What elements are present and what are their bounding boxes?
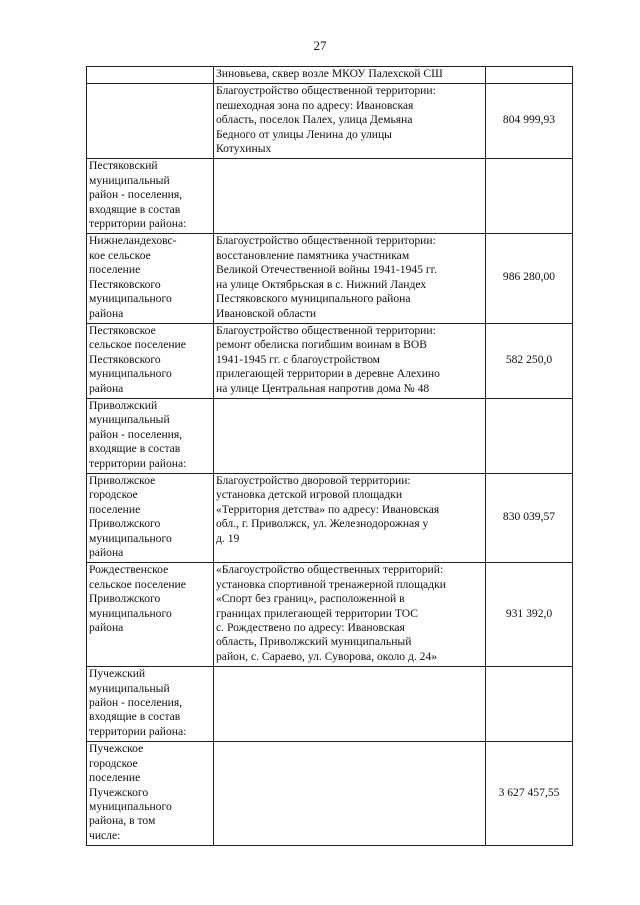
amount-value: 3 627 457,55 [498, 785, 560, 799]
project-description-line: границах прилегающей территории ТОС [216, 606, 419, 620]
project-description-line: «Спорт без границ», расположенной в [216, 592, 405, 606]
project-description-cell [214, 742, 486, 846]
project-description-line: Великой Отечественной войны 1941-1945 гг. [216, 263, 437, 277]
settlement-name-line: Пучежское [89, 742, 144, 756]
project-description-line: Благоустройство общественной территории: [216, 234, 436, 248]
amount-value: 830 039,57 [502, 509, 556, 523]
settlement-name-line: Приволжского [89, 592, 161, 606]
settlement-name-line: Приволжское [89, 473, 156, 487]
settlement-name-line: поселение [89, 502, 141, 516]
settlement-name-line: муниципального [89, 531, 172, 545]
settlement-name-cell [87, 473, 214, 562]
settlement-name-line: территории района: [89, 217, 187, 231]
project-description-line: 1941-1945 гг. с благоустройством [216, 352, 381, 366]
settlement-name-line: поселение [89, 263, 141, 277]
settlement-name-line: числе: [89, 828, 121, 842]
project-description-line: Ивановской области [216, 306, 317, 320]
table-row [87, 323, 573, 398]
table-row [87, 159, 573, 234]
table-row [87, 667, 573, 742]
project-description-line: Зиновьева, сквер возле МКОУ Палехской СШ [216, 67, 443, 80]
settlement-name-cell [87, 563, 214, 667]
project-description-line: Благоустройство общественной территории: [216, 323, 436, 337]
settlement-name-cell [87, 234, 214, 323]
settlement-name-cell [87, 667, 214, 742]
settlement-name-line: входящие в состав [89, 442, 181, 456]
funding-table [86, 66, 573, 846]
funding-table-body [87, 67, 573, 846]
project-description-cell [214, 234, 486, 323]
settlement-name-line: Приволжский [89, 398, 158, 412]
project-description-line: установка спортивной тренажерной площадки [216, 577, 446, 591]
settlement-name-line: территории района: [89, 456, 187, 470]
project-description-line: с. Рождествено по адресу: Ивановская [216, 621, 405, 635]
settlement-name-line: поселение [89, 771, 141, 785]
project-description-line: ремонт обелиска погибшим воинам в ВОВ [216, 338, 427, 352]
table-row [87, 398, 573, 473]
settlement-name-line: Пестяковского [89, 277, 161, 291]
settlement-name-line: Нижнеландеховс- [89, 234, 177, 248]
project-description-line: пешеходная зона по адресу: Ивановская [216, 98, 414, 112]
settlement-name-line: Приволжского [89, 517, 161, 531]
settlement-name-line: Пестяковское [89, 323, 156, 337]
settlement-name-line: Пестяковский [89, 159, 158, 173]
settlement-name-line: района [89, 621, 124, 635]
settlement-name-line: района [89, 306, 124, 320]
project-description-line: «Территория детства» по адресу: Ивановская [216, 502, 440, 516]
project-description-cell [214, 473, 486, 562]
settlement-name-line: района [89, 546, 124, 559]
amount-value: 931 392,0 [505, 606, 553, 620]
settlement-name-line: муниципального [89, 606, 172, 620]
amount-cell [486, 473, 573, 562]
amount-cell [486, 67, 573, 84]
amount-value: 986 280,00 [502, 270, 556, 284]
amount-value: 582 250,0 [505, 352, 553, 366]
project-description-line: район, с. Сараево, ул. Суворова, около д. 24» [216, 649, 438, 663]
amount-value: 804 999,93 [502, 113, 556, 127]
settlement-name-line: сельское поселение [89, 577, 186, 591]
project-description-line: на улице Центральная напротив дома № 48 [216, 381, 430, 395]
project-description-line: область, поселок Палех, улица Демьяна [216, 113, 413, 127]
settlement-name-line: район - поселения, [89, 427, 183, 441]
settlement-name-cell [87, 159, 214, 234]
settlement-name-line: Пестяковского [89, 352, 161, 366]
amount-cell [486, 398, 573, 473]
project-description-cell [214, 67, 486, 84]
settlement-name-line: район - поселения, [89, 188, 183, 202]
table-row [87, 67, 573, 84]
table-row [87, 563, 573, 667]
settlement-name-line: территории района: [89, 724, 187, 738]
table-row [87, 473, 573, 562]
settlement-name-line: муниципальный [89, 173, 170, 187]
settlement-name-line: Пучежского [89, 785, 149, 799]
table-row [87, 742, 573, 846]
project-description-line: область, Приволжский муниципальный [216, 635, 412, 649]
project-description-line: обл., г. Приволжск, ул. Железнодорожная у [216, 517, 429, 531]
settlement-name-line: муниципального [89, 799, 172, 813]
settlement-name-line: муниципального [89, 367, 172, 381]
project-description-line: Пестяковского муниципального района [216, 292, 411, 306]
settlement-name-line: муниципальный [89, 413, 170, 427]
project-description-line: Благоустройство дворовой территории: [216, 473, 411, 487]
settlement-name-line: городское [89, 756, 138, 770]
project-description-line: Благоустройство общественной территории: [216, 84, 436, 98]
settlement-name-line: муниципального [89, 292, 172, 306]
settlement-name-line: городское [89, 488, 138, 502]
amount-cell [486, 323, 573, 398]
project-description-cell [214, 323, 486, 398]
project-description-cell [214, 398, 486, 473]
settlement-name-line: входящие в состав [89, 710, 181, 724]
settlement-name-line: сельское поселение [89, 338, 186, 352]
project-description-line: Бедного от улицы Ленина до улицы [216, 127, 392, 141]
table-row [87, 234, 573, 323]
settlement-name-cell [87, 84, 214, 159]
settlement-name-cell [87, 67, 214, 84]
amount-cell [486, 84, 573, 159]
settlement-name-line: район - поселения, [89, 696, 183, 710]
project-description-cell [214, 159, 486, 234]
table-row [87, 84, 573, 159]
settlement-name-cell [87, 323, 214, 398]
settlement-name-line: Пучежский [89, 667, 146, 681]
project-description-line: восстановление памятника участникам [216, 248, 410, 262]
project-description-line: прилегающей территории в деревне Алехино [216, 367, 440, 381]
settlement-name-line: входящие в состав [89, 202, 181, 216]
settlement-name-line: кое сельское [89, 248, 151, 262]
page-number: 27 [313, 38, 327, 53]
settlement-name-line: района, в том [89, 814, 156, 828]
amount-cell [486, 159, 573, 234]
settlement-name-line: муниципальный [89, 681, 170, 695]
amount-cell [486, 234, 573, 323]
settlement-name-cell [87, 742, 214, 846]
amount-cell [486, 667, 573, 742]
project-description-cell [214, 667, 486, 742]
amount-cell [486, 563, 573, 667]
project-description-cell [214, 563, 486, 667]
settlement-name-line: района [89, 381, 124, 395]
project-description-cell [214, 84, 486, 159]
project-description-line: установка детской игровой площадки [216, 488, 403, 502]
settlement-name-cell [87, 398, 214, 473]
project-description-line: д. 19 [216, 531, 240, 545]
project-description-line: «Благоустройство общественных территорий: [216, 563, 444, 577]
amount-cell [486, 742, 573, 846]
project-description-line: на улице Октябрьская в с. Нижний Ландех [216, 277, 427, 291]
project-description-line: Котухиных [216, 142, 272, 156]
settlement-name-line: Рождественское [89, 563, 169, 577]
